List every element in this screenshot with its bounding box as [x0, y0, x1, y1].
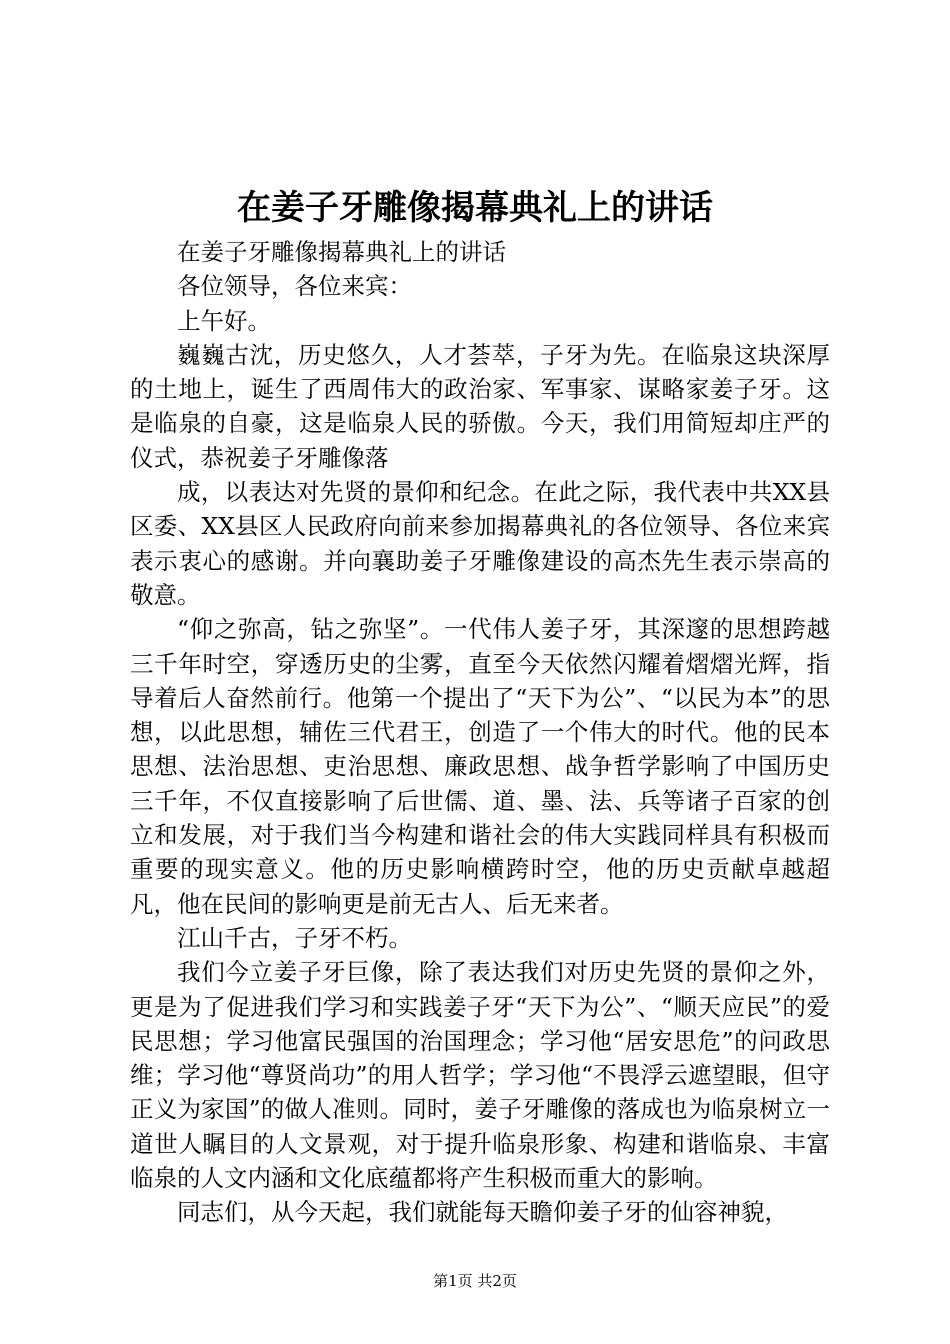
paragraph: 江山千古，子牙不朽。	[177, 923, 412, 952]
page-number-footer: 第1页 共2页	[433, 1272, 517, 1290]
paragraph: “仰之弥高，钻之弥坚”。一代伟人姜子牙，其深邃的思想跨越三千年时空，穿透历史的尘雾，直至今天依然闪耀着熠熠光辉，指导着后人奋然前行。他第一个提出了“天下为公”、“以民为本”的思想，以此思想，辅佐三代君王，创造了一个伟大的时代。他的民本思想、法治思想、吏治思想、廉政思想、战争哲学影响了中国历史三千年，不仅直接影响了后世儒、道、墨、法、兵等诸子百家的创立和发展，对于我们当今构建和谐社会的伟大实践同样具有积极而重要的现实意义。他的历史影响横跨时空，他的历史贡献卓越超凡，他在民间的影响更是前无古人、后无来者。	[130, 615, 830, 918]
paragraph: 成，以表达对先贤的景仰和纪念。在此之际，我代表中共XX县区委、XX县区人民政府向前来参加揭幕典礼的各位领导、各位来宾表示衷心的感谢。并向襄助姜子牙雕像建设的高杰先生表示崇高的敬意。	[130, 478, 830, 609]
paragraph-subtitle: 在姜子牙雕像揭幕典礼上的讲话	[177, 238, 506, 266]
document-body	[130, 235, 830, 1230]
paragraph: 我们今立姜子牙巨像，除了表达我们对历史先贤的景仰之外，更是为了促进我们学习和实践姜子牙“天下为公”、“顺天应民”的爱民思想；学习他富民强国的治国理念；学习他“居安思危”的问政思维；学习他“尊贤尚功”的用人哲学；学习他“不畏浮云遮望眼，但守正义为家国”的做人准则。同时，姜子牙雕像的落成也为临泉树立一道世人瞩目的人文景观，对于提升临泉形象、构建和谐临泉、丰富临泉的人文内涵和文化底蕴都将产生积极而重大的影响。	[130, 958, 830, 1193]
document-title: 在姜子牙雕像揭幕典礼上的讲话	[237, 188, 713, 228]
paragraph: 同志们，从今天起，我们就能每天瞻仰姜子牙的仙容神貌，	[177, 1198, 788, 1227]
paragraph-greeting: 上午好。	[177, 306, 271, 335]
paragraph: 巍巍古沈，历史悠久，人才荟萃，子牙为先。在临泉这块深厚的土地上，诞生了西周伟大的政治家、军事家、谋略家姜子牙。这是临泉的自豪，这是临泉人民的骄傲。今天，我们用简短却庄严的仪式，恭祝姜子牙雕像落	[130, 340, 830, 472]
paragraph-salutation: 各位领导，各位来宾：	[177, 272, 412, 301]
